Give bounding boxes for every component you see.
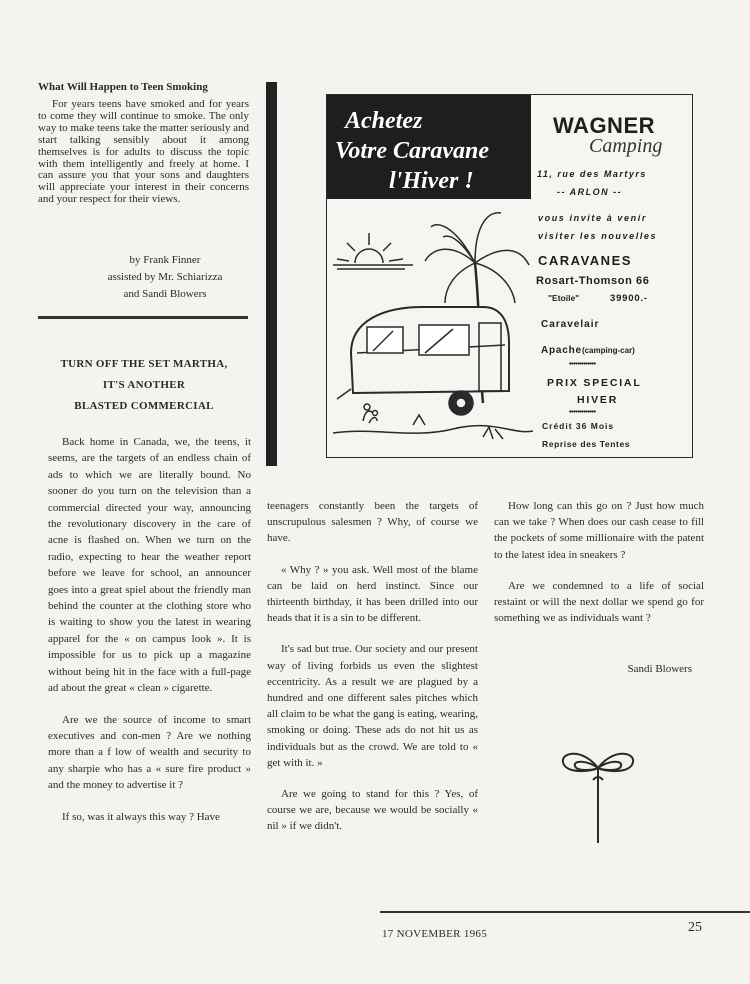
ad-brand: WAGNER [553,113,655,138]
slogan-line: Votre Caravane [335,138,490,164]
byline-line: and Sandi Blowers [123,288,207,300]
article-column-2 [267,498,478,835]
ad-model: Rosart-Thomson 66 [536,275,650,287]
ad-address: -- ARLON -- [557,187,623,197]
ad-credit: Crédit 36 Mois [542,421,615,431]
ad-model-detail: "Etoile" [548,293,580,303]
article-headline-commercial [38,354,250,417]
byline-line: by Frank Finner [129,254,201,266]
page-number: 25 [688,920,702,935]
ad-model-note: (camping-car) [581,346,635,355]
ad-slogan-box [327,95,531,199]
headline-line: TURN OFF THE SET MARTHA, [60,358,228,370]
paragraph: Are we condemned to a life of social restaint or will the next dollar we spend go for something we as individuals want ? [494,579,704,625]
ad-dots: ••••••••••••• [569,409,596,416]
ad-model-name: Apache [541,345,582,356]
paragraph: Are we the source of income to smart executives and con-men ? Are we nothing more than a f low of wealth and security to any sharpie who has a « sure fire product » and the money to advertise it ? [48,713,251,792]
ornament-flourish [553,738,643,848]
paragraph: « Why ? » you ask. Well most of the blame can be laid on herd instinct. Since our thirteenth birthday, it has been drilled into our heads that it is a sin to be different. [267,563,478,625]
paragraph: If so, was it always this way ? Have [62,810,220,823]
paragraph: It's sad but true. Our society and our present way of living forbids us even the slightest eccentricity. As a result we are plagued by a hundred and one different sales pitches which all claim to be what the gang is eating, wearing, smoking or doing. These ads do not hit us as individuals but as the crowd. We are told to « get with it. » [267,643,478,769]
section-divider [38,316,248,319]
byline-line: assisted by Mr. Schiarizza [107,271,223,283]
article-column-1 [48,434,251,825]
ad-invite: visiter les nouvelles [538,231,658,241]
byline [60,252,270,303]
wagner-caravan-advertisement [326,94,693,458]
paragraph: Are we going to stand for this ? Yes, of course we are, because we would be socially « nil » if we didn't. [267,788,478,833]
ad-price: 39900.- [610,293,648,304]
ad-dots: ••••••••••••• [569,361,596,368]
ad-prix: HIVER [577,394,619,406]
author-signature: Sandi Blowers [627,663,692,675]
ad-caravanes: CARAVANES [538,253,632,268]
ad-invite: vous invite à venir [538,213,647,223]
ad-brand-sub: Camping [589,135,663,157]
slogan-line: Achetez [345,108,423,134]
ad-prix: PRIX SPECIAL [547,377,642,389]
vertical-divider-bar [266,82,277,466]
paragraph: Back home in Canada, we, the teens, it seems, are the targets of an endless chain of ads to which we are literally bound. No sooner do you turn on the television than a commercial directed your way, announcing the revolutionary discovery in the care of acne is flashed on. When we turn on the radio, expecting to hear the weather report before we leave for school, an announcer goes into a great spiel about the friendly man behind the counter at the clothing store who is waiting to show you the latest in wearing apparel for the « on campus look ». It is impossible for us to pick up a magazine without being hit in the face with a full-page ad about the great « clean » cigarette. [48,436,251,695]
paragraph: teenagers constantly been the targets of unscrupulous salesmen ? Why, of course we have. [267,500,478,545]
ad-address: 11, rue des Martyrs [537,169,647,179]
caravan-illustration [333,203,533,453]
footer-rule [380,911,750,913]
issue-date: 17 NOVEMBER 1965 [382,928,488,940]
paragraph: How long can this go on ? Just how much can we take ? When does our cash cease to fill the pockets of some millionaire with the patent to the latest idea in sneakers ? [494,500,704,561]
headline-line: BLASTED COMMERCIAL [74,400,214,412]
paragraph: For years teens have smoked and for years to come they will continue to smoke. The only way to make teens take the matter seriously and start talking sensibly about it among themselves is for adults to discuss the topic with them intelligently and freely at home. I can assure you that your sons and daughters will appreciate your interest in their concerns and your respect for their views. [38,98,249,206]
ad-model: Caravelair [541,319,600,330]
slogan-line: l'Hiver ! [389,168,474,194]
ad-model [541,345,635,356]
article-title-teen-smoking: What Will Happen to Teen Smoking [38,81,208,93]
article-column-3 [494,498,704,626]
ad-reprise: Reprise des Tentes [542,439,631,449]
article-body-teen-smoking [38,99,249,206]
headline-line: IT'S ANOTHER [102,379,186,391]
